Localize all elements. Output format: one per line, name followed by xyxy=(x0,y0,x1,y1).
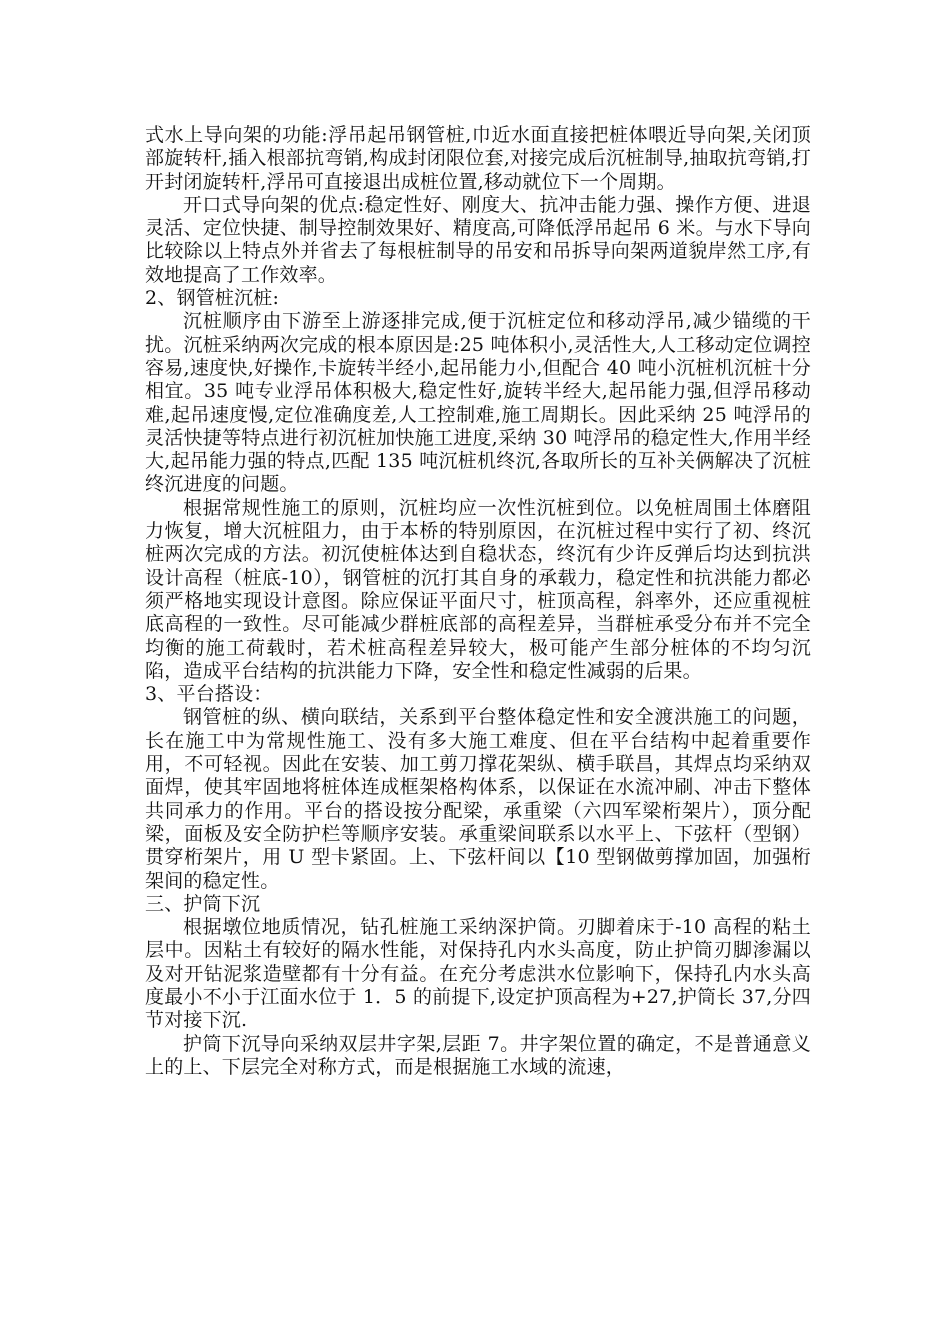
document-page xyxy=(145,124,811,1079)
paragraph-pile-sinking-principle: 根据常规性施工的原则，沉桩均应一次性沉桩到位。以免桩周围土体磨阻力恢复，增大沉桩阻力，由于本桥的特别原因，在沉桩过程中实行了初、终沉桩两次完成的方法。初沉使桩体达到自稳状态，终沉有少许反弹后均达到抗洪设计高程（桩底-10），钢管桩的沉打其自身的承载力，稳定性和抗洪能力都必须严格地实现设计意图。除应保证平面尺寸，桩顶高程，斜率外，还应重视桩底高程的一致性。尽可能减少群桩底部的高程差异，当群桩承受分布并不完全均衡的施工荷载时，若术桩高程差异较大，极可能产生部分桩体的不均匀沉陷，造成平台结构的抗洪能力下降，安全性和稳定性减弱的后果。 xyxy=(145,496,811,682)
paragraph-casing-geology: 根据墩位地质情况，钻孔桩施工采纳深护筒。刃脚着床于-10 高程的粘土层中。因粘土有较好的隔水性能，对保持孔内水头高度，防止护筒刃脚渗漏以及对开钻泥浆造壁都有十分有益。在充分考虑洪水位影响下，保持孔内水头高度最小不小于江面水位于 1．5 的前提下,设定护顶高程为+27,护筒长 37,分四节对接下沉. xyxy=(145,916,811,1032)
paragraph-guide-frame-function: 式水上导向架的功能:浮吊起吊钢管桩,巾近水面直接把桩体喂近导向架,关闭顶部旋转杆,插入根部抗弯销,构成封闭限位套,对接完成后沉桩制导,抽取抗弯销,打开封闭旋转杆,浮吊可直接退出成桩位置,移动就位下一个周期。 xyxy=(145,124,811,193)
section-heading-platform-erection: 3、平台搭设： xyxy=(145,683,273,706)
paragraph-platform-erection: 钢管桩的纵、横向联结，关系到平台整体稳定性和安全渡洪施工的问题，长在施工中为常规性施工、没有多大施工难度、但在平台结构中起着重要作用，不可轻视。因此在安装、加工剪刀撑花架纵、横手联昌，其焊点均采纳双面焊，使其牢固地将桩体连成框架格构体系，以保证在水流冲刷、冲击下整体共同承力的作用。平台的搭设按分配梁，承重梁（六四军梁桁架片），顶分配梁，面板及安全防护栏等顺序安装。承重梁间联系以水平上、下弦杆（型钢）贯穿桁架片，用 U 型卡紧固。上、下弦杆间以【10 型钢做剪撑加固，加强桁架间的稳定性。 xyxy=(145,706,811,892)
paragraph-open-guide-advantages: 开口式导向架的优点:稳定性好、刚度大、抗冲击能力强、操作方便、进退灵活、定位快捷、制导控制效果好、精度高,可降低浮吊起吊 6 米。与水下导向比较除以上特点外并省去了每根桩制导的吊安和吊拆导向架两道貌岸然工序,有效地提高了工作效率。 xyxy=(145,193,811,286)
section-heading-casing-sinking: 三、护筒下沉 xyxy=(145,892,261,915)
paragraph-casing-guide-frame: 护筒下沉导向采纳双层井字架,层距 7。井字架位置的确定，不是普通意义上的上、下层完全对称方式，而是根据施工水域的流速， xyxy=(145,1032,811,1078)
paragraph-pile-sinking-order: 沉桩顺序由下游至上游逐排完成,便于沉桩定位和移动浮吊,减少锚缆的干扰。沉桩采纳两次完成的根本原因是:25 吨体积小,灵活性大,人工移动定位调控容易,速度快,好操作,卡旋转半经小,起吊能力小,但配合 40 吨小沉桩机沉桩十分相宜。35 吨专业浮吊体积极大,稳定性好,旋转半经大,起吊能力强,但浮吊移动难,起吊速度慢,定位准确度差,人工控制难,施工周期长。因此采纳 25 吨浮吊的灵活快捷等特点进行初沉桩加快施工进度,采纳 30 吨浮吊的稳定性大,作用半经大,起吊能力强的特点,匹配 135 吨沉桩机终沉,各取所长的互补关俩解决了沉桩终沉进度的问题。 xyxy=(145,310,811,496)
section-heading-pile-sinking: 2、钢管桩沉桩: xyxy=(145,287,280,310)
